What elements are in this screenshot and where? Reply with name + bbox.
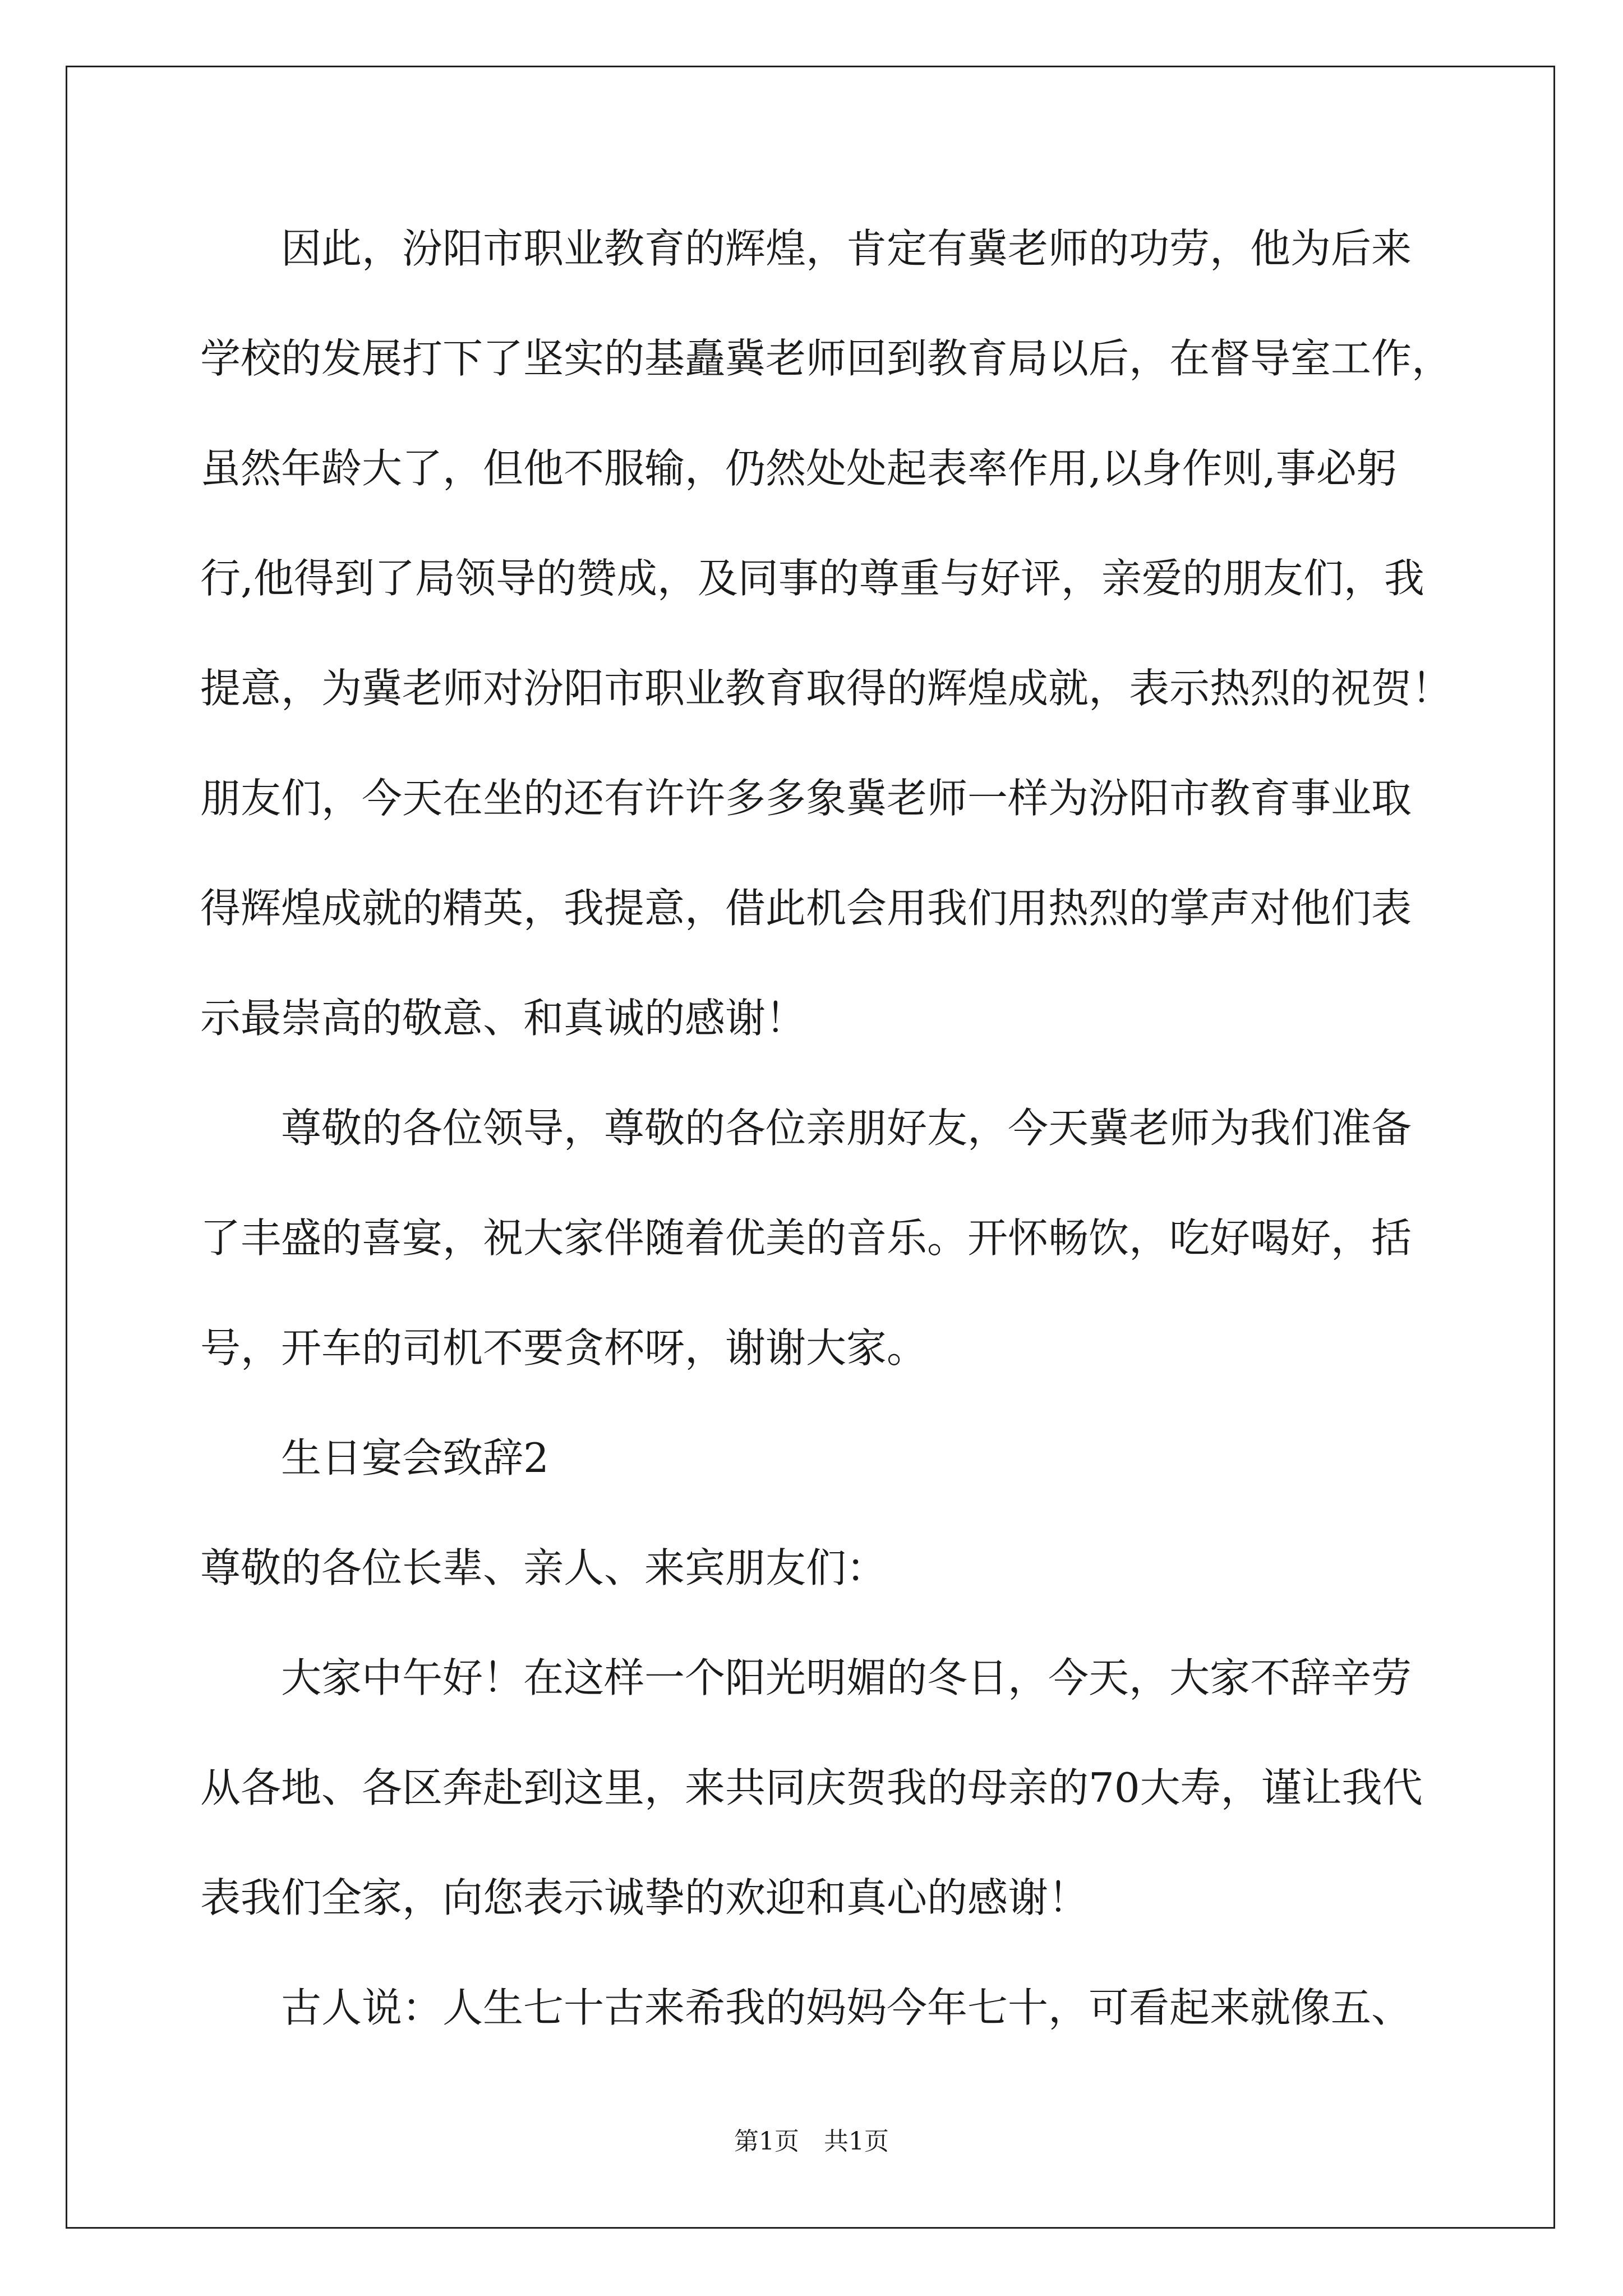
text-line: 尊敬的各位领导，尊敬的各位亲朋好友，今天冀老师为我们准备 [281, 1105, 1412, 1152]
text-line: 学校的发展打下了坚实的基矗冀老师回到教育局以后，在督导室工作， [200, 335, 1453, 382]
text-line: 号，开车的司机不要贪杯呀，谢谢大家。 [200, 1324, 928, 1372]
text-line: 行,他得到了局领导的赞成，及同事的尊重与好评，亲爱的朋友们，我 [200, 555, 1424, 602]
text-line: 了丰盛的喜宴，祝大家伴随着优美的音乐。开怀畅饮，吃好喝好，括 [200, 1214, 1412, 1262]
text-line: 表我们全家，向您表示诚挚的欢迎和真心的感谢！ [200, 1874, 1089, 1921]
text-line: 大家中午好！在这样一个阳光明媚的冬日，今天，大家不辞辛劳 [281, 1654, 1412, 1701]
text-line: 示最崇高的敬意、和真诚的感谢！ [200, 995, 806, 1042]
text-line: 从各地、各区奔赴到这里，来共同庆贺我的母亲的70大寿，谨让我代 [200, 1764, 1423, 1811]
text-line: 得辉煌成就的精英，我提意，借此机会用我们用热烈的掌声对他们表 [200, 885, 1412, 932]
salutation-line: 尊敬的各位长辈、亲人、来宾朋友们： [200, 1544, 887, 1591]
text-line: 因此，汾阳市职业教育的辉煌，肯定有冀老师的功劳，他为后来 [281, 225, 1412, 272]
text-line: 虽然年龄大了，但他不服输，仍然处处起表率作用,以身作则,事必躬 [200, 445, 1397, 492]
page-number-footer: 第1页 共1页 [734, 2127, 889, 2156]
text-line: 古人说：人生七十古来希我的妈妈今年七十，可看起来就像五、 [281, 1984, 1412, 2031]
text-line: 提意，为冀老师对汾阳市职业教育取得的辉煌成就，表示热烈的祝贺！ [200, 665, 1453, 712]
text-line: 朋友们，今天在坐的还有许许多多象冀老师一样为汾阳市教育事业取 [200, 775, 1412, 822]
section-heading: 生日宴会致辞2 [281, 1434, 549, 1481]
